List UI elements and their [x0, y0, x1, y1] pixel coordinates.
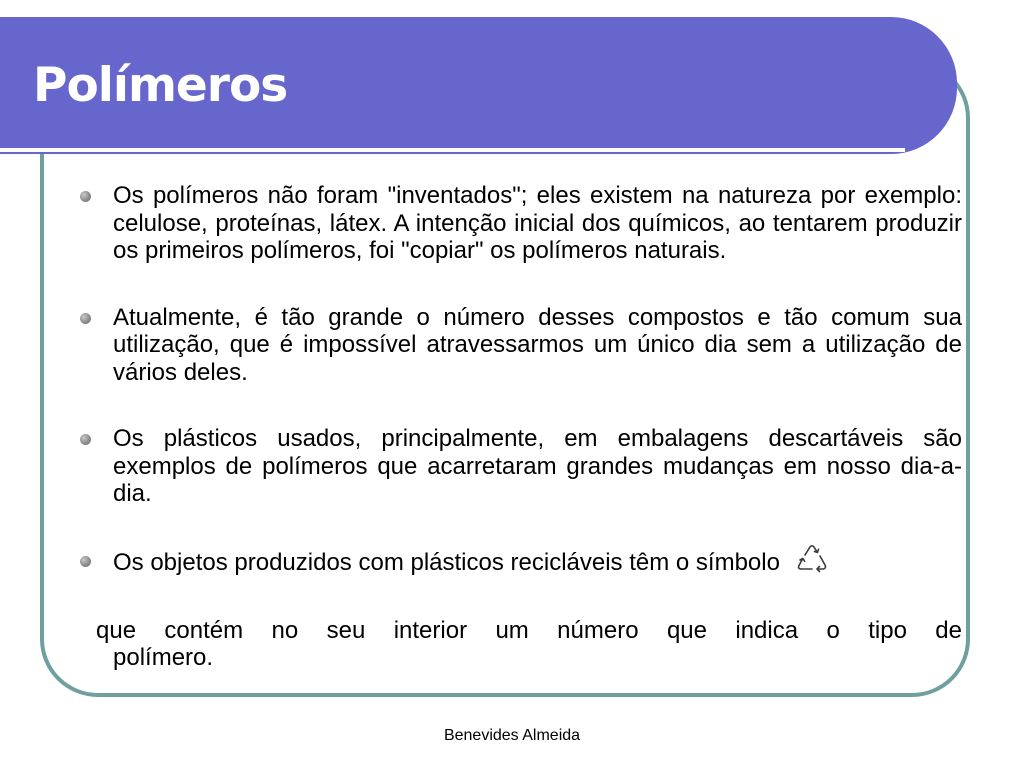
bullet-continuation-line: polímero.: [113, 644, 214, 671]
title-band: [0, 17, 957, 154]
bullet-text: Os objetos produzidos com plásticos recicláveis têm o símbolo: [113, 548, 780, 576]
bullet-dot-icon: [80, 556, 91, 567]
bullet-item: [74, 547, 962, 579]
recycle-icon: [794, 543, 830, 575]
bullet-dot-icon: [80, 434, 91, 445]
bullet-text: Atualmente, é tão grande o número desses compostos e tão comum sua utilização, que é impossível atravessarmos um único dia sem a utilização de vários deles.: [113, 303, 962, 386]
slide-title: Polímeros: [33, 58, 288, 113]
bullet-continuation-line: que contém no seu interior um número que indica o tipo de: [96, 617, 962, 644]
bullet-item: [74, 182, 962, 265]
bullet-list: [74, 182, 962, 579]
bullet-item: [74, 425, 962, 508]
bullet-text: Os plásticos usados, principalmente, em embalagens descartáveis são exemplos de polímeros que acarretaram grandes mudanças em nosso dia-a-dia.: [113, 425, 962, 507]
bullet-dot-icon: [80, 191, 91, 202]
bullet-item: [74, 304, 962, 387]
bullet-last-line: [113, 547, 962, 579]
bullet-dot-icon: [80, 313, 91, 324]
slide-footer: Benevides Almeida: [443, 727, 581, 744]
title-underline: [0, 148, 905, 152]
bullet-text: Os polímeros não foram "inventados"; eles existem na natureza por exemplo: celulose, proteínas, látex. A intenção inicial dos químicos, ao tentarem produzir os primeiros polímeros, foi "copiar" os polímeros naturais.: [113, 182, 962, 264]
